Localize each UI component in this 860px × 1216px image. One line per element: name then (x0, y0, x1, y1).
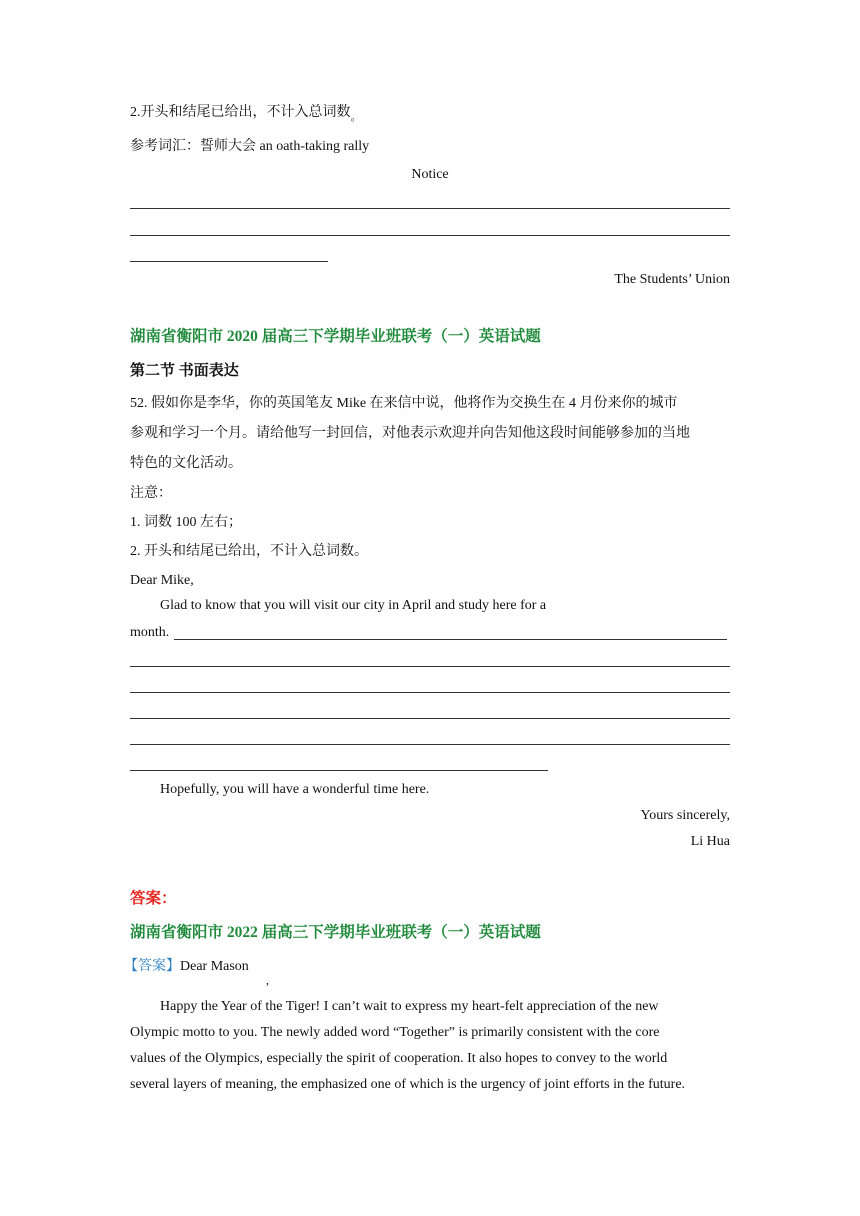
letter-signoff: Yours sincerely, (640, 808, 730, 823)
notice-title: Notice (411, 167, 449, 182)
answer-paragraph-line: Happy the Year of the Tiger! I can’t wait to express my heart-felt appreciation of the new (160, 999, 659, 1014)
answer-paragraph-line: values of the Olympics, especially the spirit of cooperation. It also hopes to convey to the world (130, 1051, 668, 1066)
vocab-note: 参考词汇：誓师大会 an oath-taking rally (130, 139, 370, 154)
section-heading-2022: 湖南省衡阳市 2022 届高三下学期毕业班联考（一）英语试题 (130, 924, 541, 941)
answer-line (130, 744, 730, 745)
answer-line (130, 666, 730, 667)
answer-line (130, 208, 730, 209)
section-heading-2020: 湖南省衡阳市 2020 届高三下学期毕业班联考（一）英语试题 (130, 328, 541, 345)
prompt-line: 特色的文化活动。 (130, 456, 242, 471)
answer-line (174, 639, 727, 640)
answers-label: 答案： (130, 890, 177, 907)
rule-item: 2. 开头和结尾已给出，不计入总词数。 (130, 544, 368, 559)
letter-opening-cont: month. (130, 625, 170, 640)
rule-item: 1. 词数 100 左右； (130, 515, 242, 530)
letter-name: Li Hua (690, 834, 730, 849)
answer-line (130, 261, 328, 262)
answer-line (130, 692, 730, 693)
letter-salutation: Dear Mike, (130, 573, 194, 588)
note-2-text: 2.开头和结尾已给出，不计入总词数 (130, 105, 351, 120)
answer-line (130, 235, 730, 236)
note-line-2 (130, 104, 362, 122)
answer-tag: 【答案】 (124, 959, 180, 974)
answer-paragraph-line: several layers of meaning, the emphasized one of which is the urgency of joint efforts in the future. (130, 1077, 686, 1092)
answer-paragraph-line: Olympic motto to you. The newly added word “Together” is primarily consistent with the core (130, 1025, 660, 1040)
notice-signature: The Students’ Union (614, 272, 730, 287)
answer-line (130, 770, 548, 771)
section-subheading: 第二节 书面表达 (130, 363, 239, 379)
letter-opening: Glad to know that you will visit our city in April and study here for a (160, 598, 547, 613)
answer-line (130, 718, 730, 719)
answer-salutation: Dear Mason (180, 959, 249, 974)
prompt-line: 52. 假如你是李华，你的英国笔友 Mike 在来信中说，他将作为交换生在 4 月份来你的城市 (130, 396, 678, 411)
letter-closing: Hopefully, you will have a wonderful time here. (160, 782, 430, 797)
attention-label: 注意： (130, 486, 172, 501)
answer-salutation-line (124, 958, 249, 976)
salutation-comma: , (266, 973, 269, 987)
note-2-period: 。 (350, 111, 362, 123)
prompt-line: 参观和学习一个月。请给他写一封回信，对他表示欢迎并向告知他这段时间能够参加的当地 (130, 426, 690, 441)
